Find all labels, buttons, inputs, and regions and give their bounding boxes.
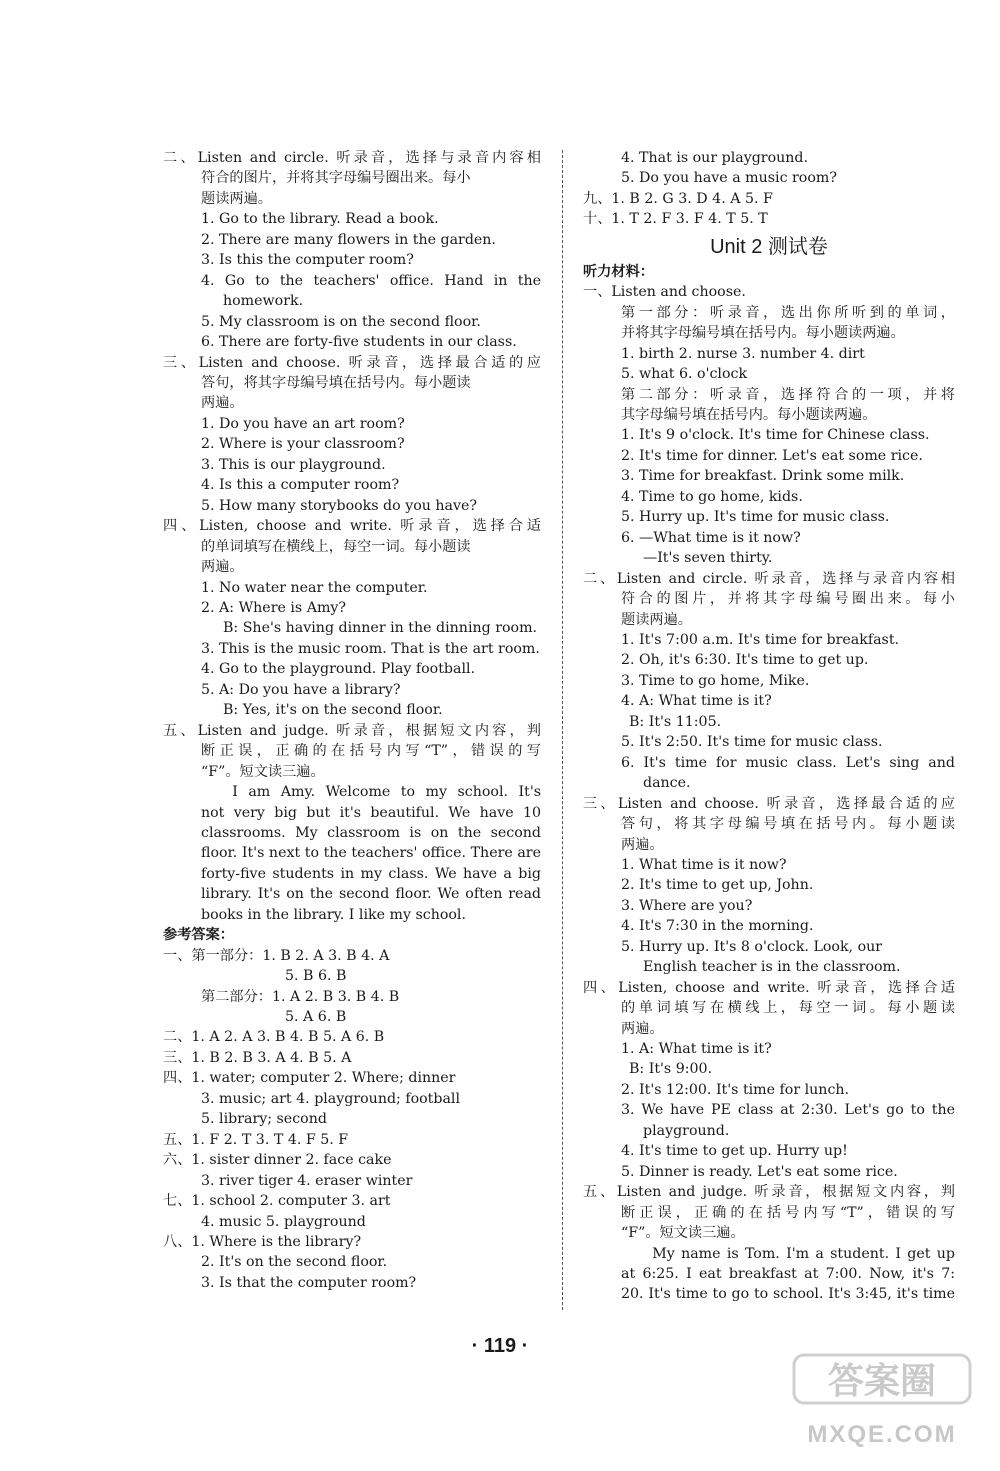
text-line: 一、第一部分：1. B 2. A 3. B 4. A [163, 947, 390, 964]
text-line: 三、1. B 2. B 3. A 4. B 5. A [163, 1049, 352, 1066]
text-line: forty-five students in my class. We have a big [201, 865, 541, 882]
text-line: 符合的图片，并将其字母编号圈出来。每小 [201, 170, 471, 187]
text-line: 二、1. A 2. A 3. B 4. B 5. A 6. B [163, 1029, 385, 1046]
text-line: B: She's having dinner in the dinning room. [223, 620, 538, 637]
text-line: 4. It's 7:30 in the morning. [621, 918, 814, 935]
text-line: “F”。短文读三遍。 [201, 763, 325, 780]
text-line: 七、1. school 2. computer 3. art [163, 1193, 391, 1210]
text-line: 3. We have PE class at 2:30. Let's go to the [621, 1102, 955, 1119]
text-line: 1. It's 7:00 a.m. It's time for breakfast. [621, 631, 900, 648]
text-line: B: It's 9:00. [629, 1061, 713, 1078]
text-line: 六、1. sister dinner 2. face cake [163, 1152, 392, 1169]
text-line: 两遍。 [621, 1020, 664, 1037]
text-line: 5. Do you have a music room? [621, 170, 837, 187]
text-line: 6. There are forty-five students in our class. [201, 334, 517, 351]
text-line: 3. This is the music room. That is the art room. [201, 640, 540, 657]
watermark-logo-icon [792, 1349, 972, 1409]
text-line: 3. Time to go home, Mike. [621, 672, 810, 689]
text-line: playground. [643, 1122, 730, 1139]
text-line: 第一部分：听录音，选出你所听到的单词， [621, 304, 955, 321]
text-line: 两遍。 [621, 836, 664, 853]
text-line: 3. Time for breakfast. Drink some milk. [621, 468, 905, 485]
watermark-site-text: MXQE.COM [807, 1421, 957, 1448]
text-line: 2. It's 12:00. It's time for lunch. [621, 1081, 850, 1098]
text-line: at 6:25. I eat breakfast at 7:00. Now, it's 7: [621, 1266, 955, 1283]
right-column-answers [583, 148, 955, 230]
text-line: 3. river tiger 4. eraser winter [201, 1172, 413, 1189]
text-line: —It's seven thirty. [643, 550, 773, 567]
text-line: 二、Listen and circle. 听录音，选择与录音内容相 [163, 150, 541, 166]
text-line: 九、1. B 2. G 3. D 4. A 5. F [583, 190, 773, 207]
text-line: 2. It's on the second floor. [201, 1254, 388, 1271]
text-line: 2. Where is your classroom? [201, 436, 405, 453]
text-line: 6. It's time for music class. Let's sing and [621, 754, 955, 771]
text-line: 5. B 6. B [285, 968, 347, 985]
text-line: 5. How many storybooks do you have? [201, 497, 478, 514]
text-line: 20. It's time to go to school. It's 3:45, it's time [621, 1286, 955, 1303]
text-line: 4. Go to the playground. Play football. [201, 661, 476, 678]
text-line: 十、1. T 2. F 3. F 4. T 5. T [583, 211, 768, 228]
text-line: 5. library; second [201, 1111, 327, 1128]
text-line: 2. It's time for dinner. Let's eat some rice. [621, 447, 923, 464]
text-line: 题读两遍。 [201, 190, 272, 207]
text-line: 第二部分：听录音，选择符合的一项，并将 [621, 386, 955, 403]
text-line: floor. It's next to the teachers' office. There are [201, 845, 541, 862]
text-line: 5. what 6. o'clock [621, 366, 748, 383]
text-line: homework. [223, 293, 304, 310]
text-line: 两遍。 [201, 395, 244, 412]
text-line: English teacher is in the classroom. [643, 959, 901, 976]
text-line: 1. It's 9 o'clock. It's time for Chinese class. [621, 427, 930, 444]
watermark-logo-text: 答案圈 [827, 1361, 937, 1402]
text-line: “F”。短文读三遍。 [621, 1225, 745, 1242]
text-line: books in the library. I like my school. [201, 906, 466, 923]
text-line: 6. —What time is it now? [621, 529, 801, 546]
text-line: 的单词填写在横线上，每空一词。每小题读 [621, 1000, 955, 1017]
text-line: 其字母编号填在括号内。每小题读两遍。 [621, 406, 877, 423]
text-line: 4. A: What time is it? [621, 693, 772, 710]
text-line: 4. That is our playground. [621, 150, 808, 166]
text-line: 二、Listen and circle. 听录音，选择与录音内容相 [583, 570, 955, 587]
text-line: 八、1. Where is the library? [163, 1234, 362, 1251]
text-line: 2. Oh, it's 6:30. It's time to get up. [621, 652, 869, 669]
text-line: 参考答案： [163, 927, 234, 944]
text-line: 听力材料： [583, 263, 654, 280]
text-line: 5. Dinner is ready. Let's eat some rice. [621, 1163, 898, 1180]
text-line: library. It's on the second floor. We often read [201, 886, 541, 903]
text-line: 两遍。 [201, 559, 244, 576]
text-line: 5. Hurry up. It's time for music class. [621, 509, 890, 526]
text-line: 答句，将其字母编号填在括号内。每小题读 [621, 816, 955, 833]
right-column-listening-material [583, 262, 955, 1305]
text-line: 4. music 5. playground [201, 1213, 366, 1230]
text-line: 5. A 6. B [285, 1009, 347, 1026]
page-number: · 119 · [471, 1335, 529, 1357]
text-line: 4. Time to go home, kids. [621, 488, 803, 505]
text-line: 题读两遍。 [621, 611, 692, 628]
text-line: 3. music; art 4. playground; football [201, 1090, 460, 1107]
text-line: 5. It's 2:50. It's time for music class. [621, 734, 883, 751]
text-line: 3. Is this the computer room? [201, 252, 414, 269]
text-line: 4. Is this a computer room? [201, 477, 400, 494]
text-line: 5. My classroom is on the second floor. [201, 313, 481, 330]
text-line: 1. A: What time is it? [621, 1041, 772, 1058]
site-watermark [782, 1349, 982, 1459]
text-line: 3. Where are you? [621, 897, 753, 914]
text-line: 答句，将其字母编号填在括号内。每小题读 [201, 374, 471, 391]
text-line: 1. birth 2. nurse 3. number 4. dirt [621, 345, 865, 362]
text-line: 五、Listen and judge. 听录音，根据短文内容，判 [583, 1184, 955, 1201]
text-line: 3. Is that the computer room? [201, 1274, 417, 1291]
text-line: not very big but it's beautiful. We have 10 [201, 804, 541, 821]
text-line: 4. Go to the teachers' office. Hand in the [201, 272, 541, 289]
text-line: 2. It's time to get up, John. [621, 877, 814, 894]
text-line: B: Yes, it's on the second floor. [223, 702, 443, 719]
text-line: 第二部分：1. A 2. B 3. B 4. B [201, 988, 400, 1005]
unit-title: Unit 2 测试卷 [710, 235, 828, 258]
text-line: 5. A: Do you have a library? [201, 681, 401, 698]
text-line: 5. Hurry up. It's 8 o'clock. Look, our [621, 938, 883, 955]
text-line: 并将其字母编号填在括号内。每小题读两遍。 [621, 325, 905, 342]
text-line: 3. This is our playground. [201, 456, 386, 473]
text-line: 断正误，正确的在括号内写“T”，错误的写 [201, 743, 541, 760]
text-line: 一、Listen and choose. [583, 284, 746, 301]
text-line: 1. What time is it now? [621, 856, 787, 873]
text-line: 2. There are many flowers in the garden. [201, 231, 496, 248]
text-line: 1. No water near the computer. [201, 579, 428, 596]
text-line: 五、1. F 2. T 3. T 4. F 5. F [163, 1131, 349, 1148]
text-line: 四、1. water; computer 2. Where; dinner [163, 1070, 456, 1087]
text-line: 断正误，正确的在括号内写“T”，错误的写 [621, 1204, 955, 1221]
text-line: 2. A: Where is Amy? [201, 599, 347, 616]
text-line: B: It's 11:05. [629, 713, 722, 730]
text-line: 五、Listen and judge. 听录音，根据短文内容，判 [163, 722, 541, 739]
text-line: 四、Listen, choose and write. 听录音，选择合适 [163, 518, 541, 535]
text-line: dance. [643, 775, 691, 792]
text-line: 1. Go to the library. Read a book. [201, 211, 439, 228]
text-line: 1. Do you have an art room? [201, 415, 405, 432]
text-line: 的单词填写在横线上，每空一词。每小题读 [201, 538, 471, 555]
text-line: My name is Tom. I'm a student. I get up [652, 1245, 955, 1262]
column-divider [562, 150, 563, 1310]
right-column [583, 148, 955, 1305]
text-line: 三、Listen and choose. 听录音，选择最合适的应 [163, 354, 541, 371]
left-column [163, 148, 541, 1293]
text-line: I am Amy. Welcome to my school. It's [232, 784, 541, 801]
text-line: 符合的图片，并将其字母编号圈出来。每小 [621, 591, 955, 608]
text-line: 三、Listen and choose. 听录音，选择最合适的应 [583, 795, 955, 812]
text-line: 四、Listen, choose and write. 听录音，选择合适 [583, 979, 955, 996]
text-line: classrooms. My classroom is on the second [201, 824, 541, 841]
text-line: 4. It's time to get up. Hurry up! [621, 1143, 848, 1160]
